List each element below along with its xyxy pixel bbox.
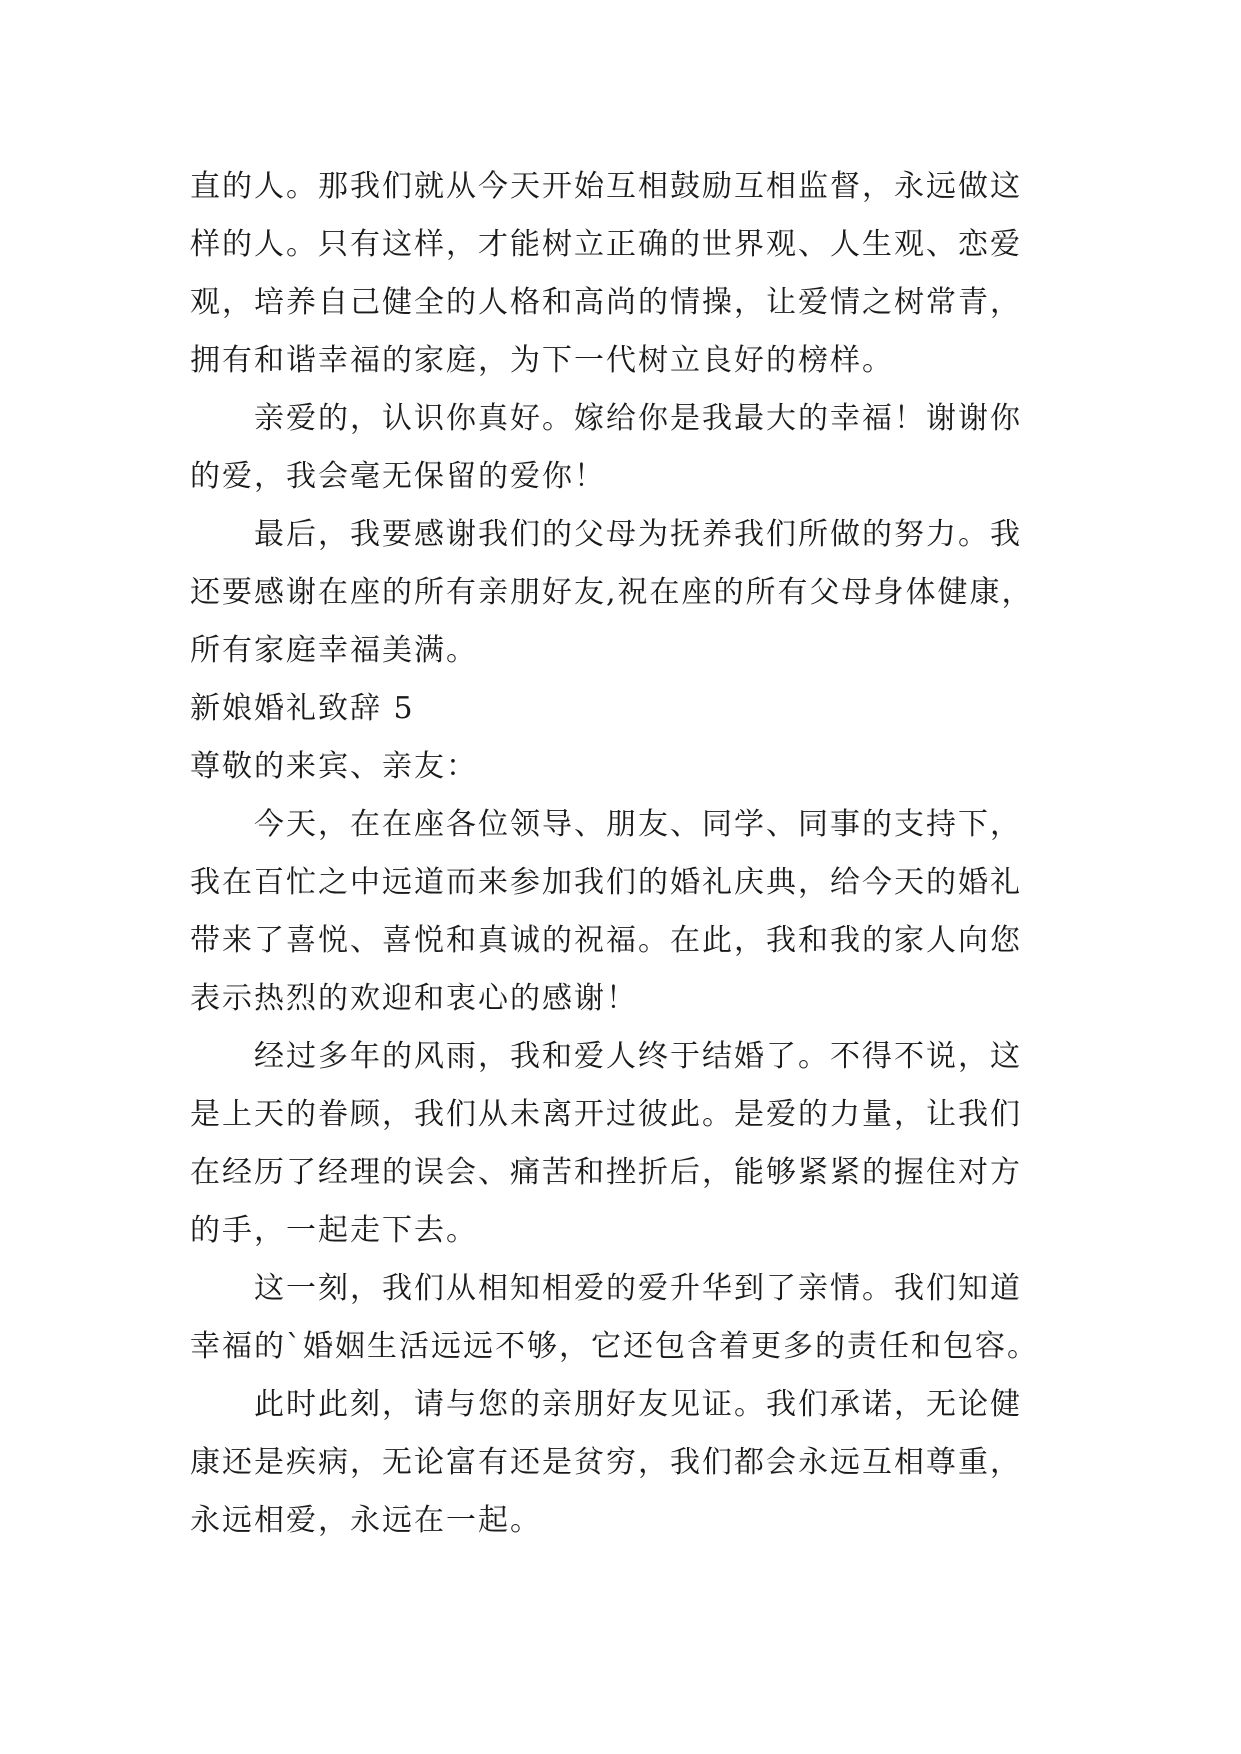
text-line: 的爱，我会毫无保留的爱你！	[190, 459, 606, 494]
text-line: 永远相爱，永远在一起。	[190, 1503, 542, 1538]
text-line: 样的人。只有这样，才能树立正确的世界观、人生观、恋爱	[190, 227, 1022, 262]
text-line: 我在百忙之中远道而来参加我们的婚礼庆典，给今天的婚礼	[190, 865, 1022, 900]
text-line: 今天，在在座各位领导、朋友、同学、同事的支持下，	[254, 807, 1022, 842]
salutation: 尊敬的来宾、亲友：	[190, 749, 478, 784]
text-line: 经过多年的风雨，我和爱人终于结婚了。不得不说，这	[254, 1039, 1022, 1074]
text-line: 直的人。那我们就从今天开始互相鼓励互相监督，永远做这	[190, 169, 1022, 204]
section-heading: 新娘婚礼致辞 5	[190, 691, 415, 726]
text-line: 表示热烈的欢迎和衷心的感谢！	[190, 981, 638, 1016]
text-line: 观，培养自己健全的人格和高尚的情操，让爱情之树常青，	[190, 285, 1022, 320]
text-line: 康还是疾病，无论富有还是贫穷，我们都会永远互相尊重，	[190, 1445, 1022, 1480]
text-line: 拥有和谐幸福的家庭，为下一代树立良好的榜样。	[190, 343, 894, 378]
text-line: 是上天的眷顾，我们从未离开过彼此。是爱的力量，让我们	[190, 1097, 1022, 1132]
text-line: 幸福的`婚姻生活远远不够，它还包含着更多的责任和包容。	[190, 1329, 1039, 1364]
text-line: 所有家庭幸福美满。	[190, 633, 478, 668]
text-line: 此时此刻，请与您的亲朋好友见证。我们承诺，无论健	[254, 1387, 1022, 1422]
text-line: 的手，一起走下去。	[190, 1213, 478, 1248]
text-line: 还要感谢在座的所有亲朋好友,祝在座的所有父母身体健康，	[190, 575, 1034, 610]
text-line: 在经历了经理的误会、痛苦和挫折后，能够紧紧的握住对方	[190, 1155, 1022, 1190]
text-line: 带来了喜悦、喜悦和真诚的祝福。在此，我和我的家人向您	[190, 923, 1022, 958]
text-line: 最后，我要感谢我们的父母为抚养我们所做的努力。我	[254, 517, 1022, 552]
text-line: 这一刻，我们从相知相爱的爱升华到了亲情。我们知道	[254, 1271, 1022, 1306]
text-line: 亲爱的，认识你真好。嫁给你是我最大的幸福！谢谢你	[254, 401, 1022, 436]
document-body	[190, 158, 1060, 1550]
